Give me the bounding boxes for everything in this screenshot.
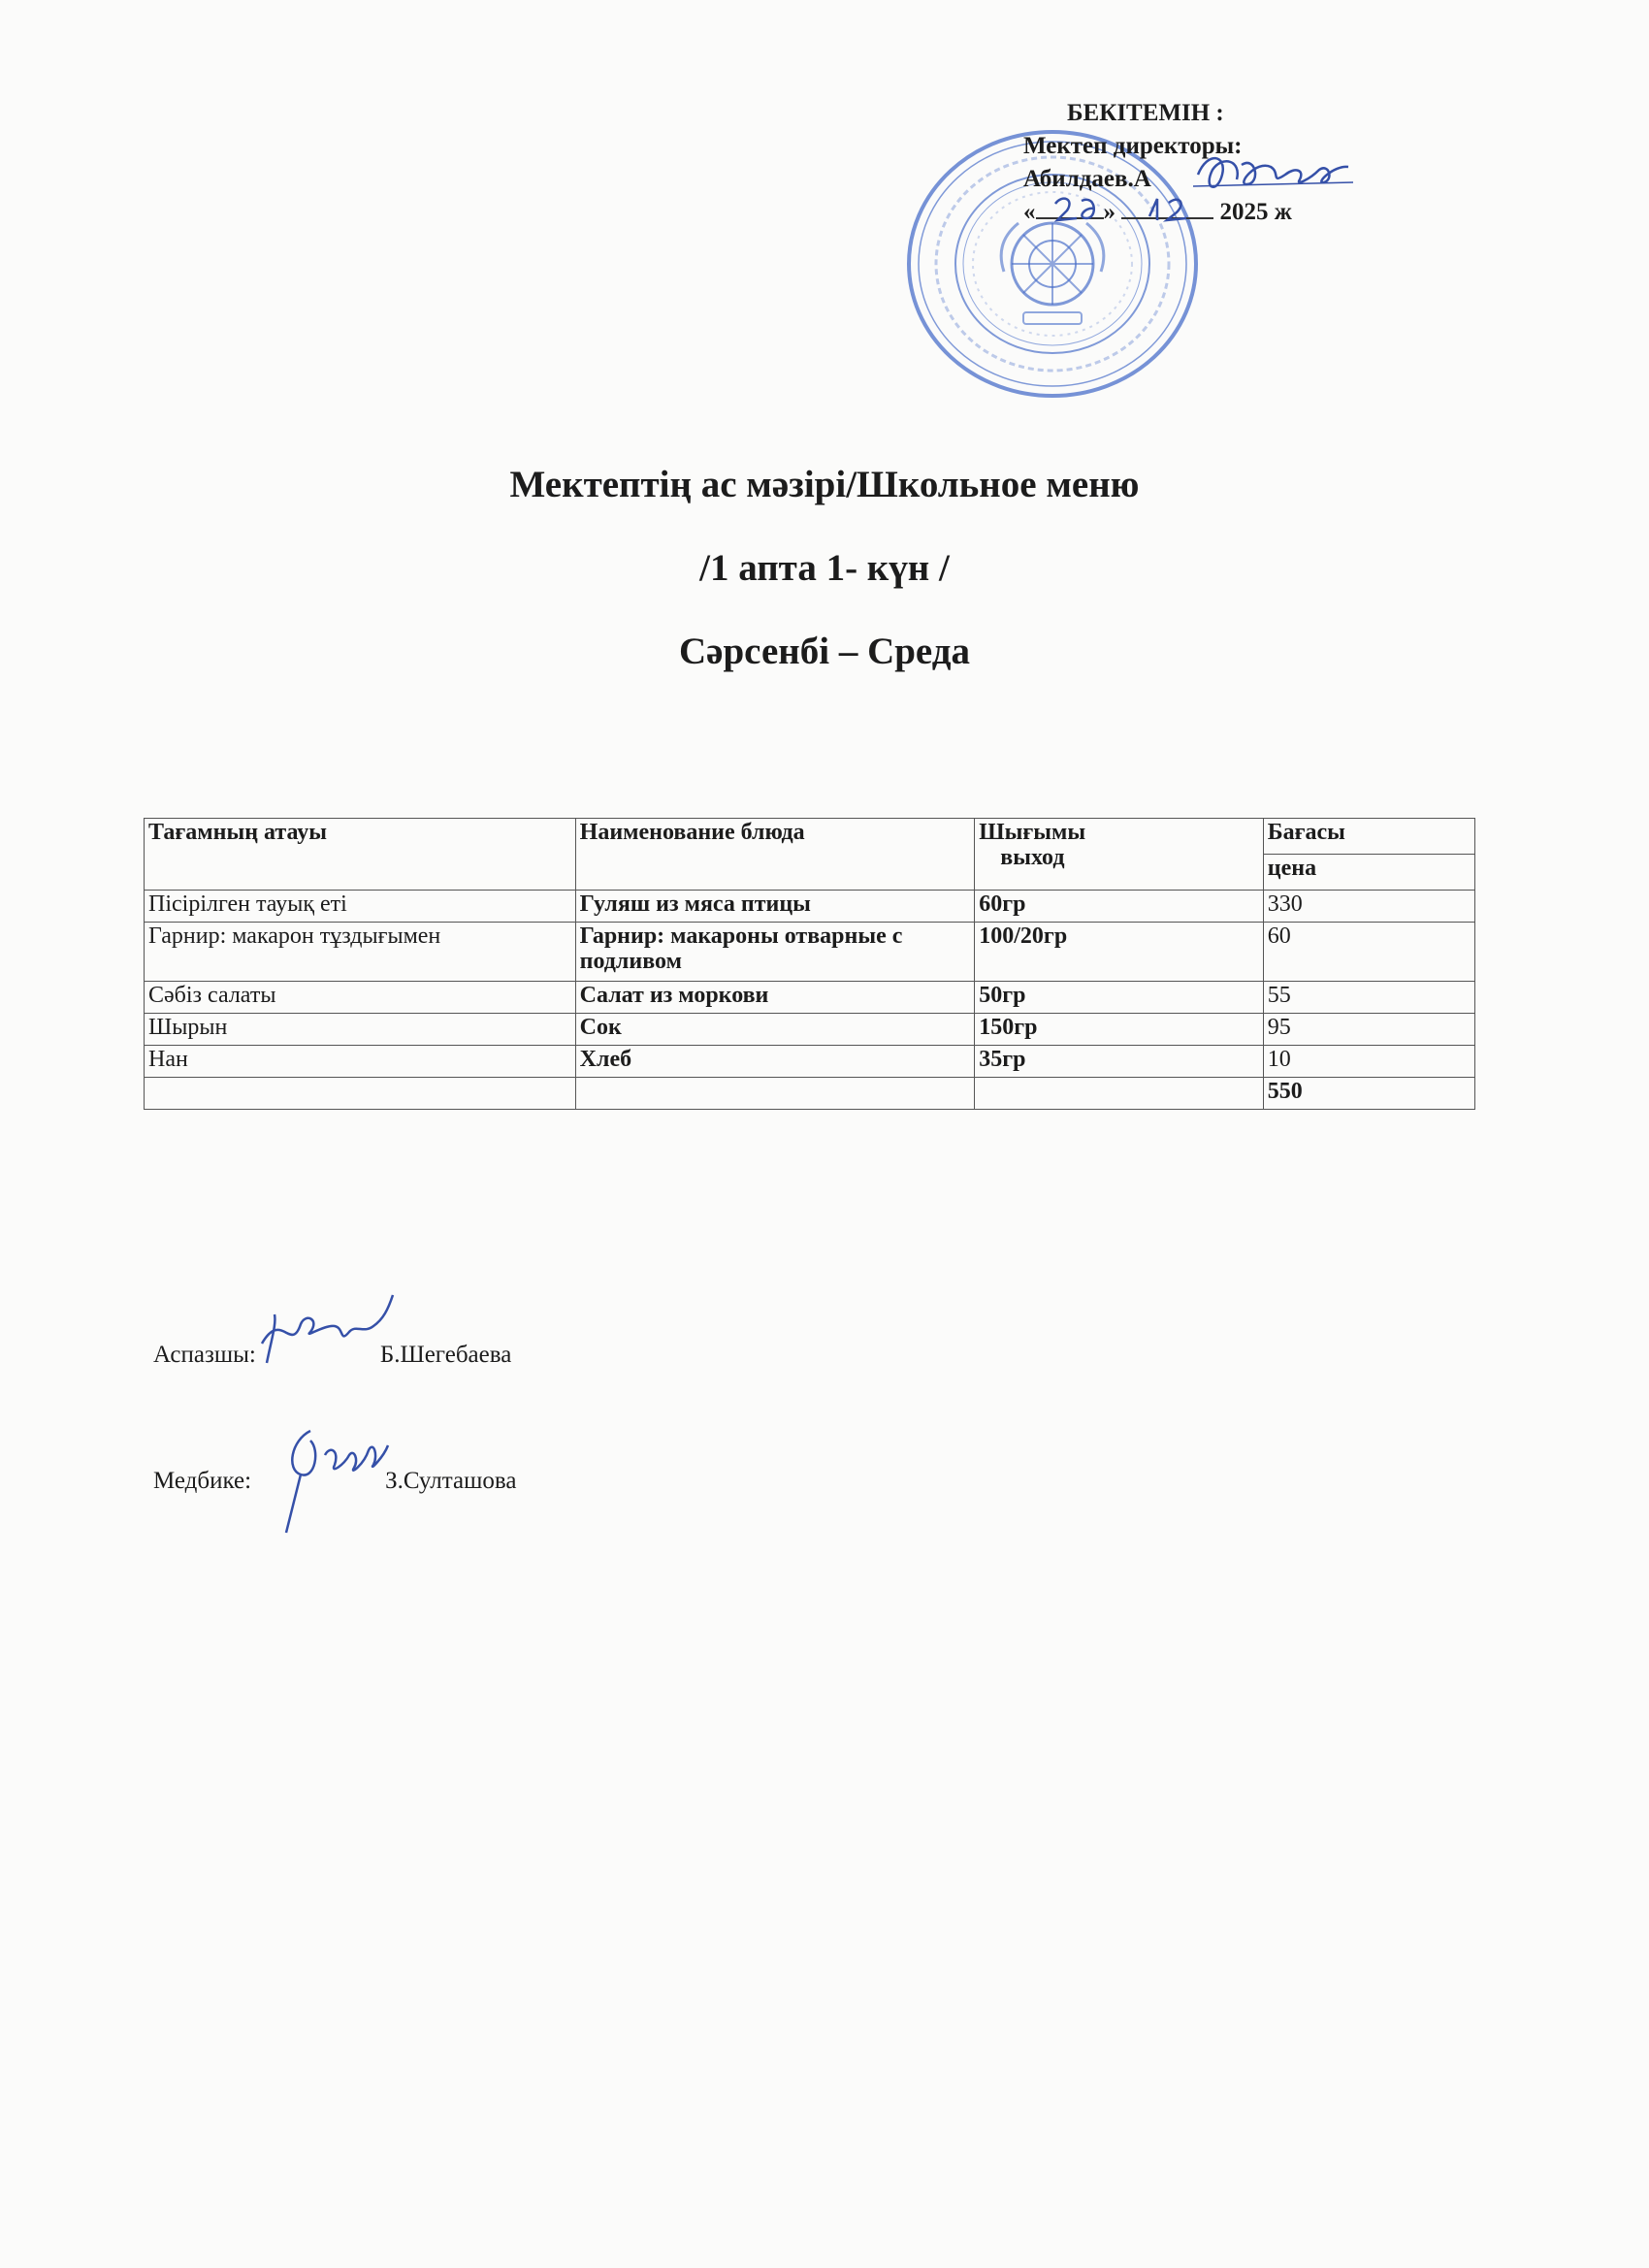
weekday-name: Сәрсенбі – Среда xyxy=(679,631,970,672)
header-name-kk: Тағамның атауы xyxy=(145,819,576,891)
dish-yield: 50гр xyxy=(975,982,1264,1014)
dish-yield: 60гр xyxy=(975,891,1264,923)
approval-year: 2025 ж xyxy=(1219,199,1292,225)
table-total-row xyxy=(145,1078,1475,1110)
dish-price: 55 xyxy=(1263,982,1474,1014)
empty-cell xyxy=(975,1078,1264,1110)
menu-title: Мектептің ас мәзірі/Школьное меню xyxy=(509,464,1140,505)
total-price: 550 xyxy=(1263,1078,1474,1110)
handwritten-day xyxy=(1048,189,1106,228)
empty-cell xyxy=(575,1078,975,1110)
dish-yield: 100/20гр xyxy=(975,923,1264,982)
dish-price: 60 xyxy=(1263,923,1474,982)
header-price-ru: цена xyxy=(1263,855,1474,891)
nurse-signature xyxy=(272,1411,398,1538)
director-signature xyxy=(1188,146,1358,204)
dish-name-kk: Нан xyxy=(145,1046,576,1078)
dish-name-kk: Сәбіз салаты xyxy=(145,982,576,1014)
handwritten-month xyxy=(1140,189,1198,228)
dish-name-ru: Хлеб xyxy=(575,1046,975,1078)
dish-name-ru: Сок xyxy=(575,1014,975,1046)
header-yield-kk: Шығымы xyxy=(979,820,1086,845)
cook-label: Аспазшы: xyxy=(153,1342,256,1368)
dish-yield: 150гр xyxy=(975,1014,1264,1046)
header-name-ru: Наименование блюда xyxy=(575,819,975,891)
date-close-quote: » xyxy=(1103,199,1116,225)
table-header-row xyxy=(145,819,1475,855)
document-titles xyxy=(0,456,1649,706)
dish-name-kk: Гарнир: макарон тұздығымен xyxy=(145,923,576,982)
dish-price: 10 xyxy=(1263,1046,1474,1078)
dish-name-kk: Пісірілген тауық еті xyxy=(145,891,576,923)
dish-price: 330 xyxy=(1263,891,1474,923)
nurse-name: З.Султашова xyxy=(385,1468,517,1494)
dish-name-ru: Салат из моркови xyxy=(575,982,975,1014)
header-yield xyxy=(975,819,1264,891)
table-row xyxy=(145,1014,1475,1046)
nurse-label: Медбике: xyxy=(153,1468,252,1494)
table-row xyxy=(145,891,1475,923)
dish-name-ru: Гарнир: макароны отварные с подливом xyxy=(575,923,975,982)
approval-name: Абилдаев.А xyxy=(1023,166,1151,192)
empty-cell xyxy=(145,1078,576,1110)
dish-price: 95 xyxy=(1263,1014,1474,1046)
cook-signature xyxy=(247,1285,403,1373)
table-row xyxy=(145,923,1475,982)
table-row xyxy=(145,1046,1475,1078)
table-row xyxy=(145,982,1475,1014)
approval-title: БЕКІТЕМІН : xyxy=(1067,100,1224,126)
date-open-quote: « xyxy=(1023,199,1036,225)
week-day-title: /1 апта 1- күн / xyxy=(699,547,950,589)
dish-name-kk: Шырын xyxy=(145,1014,576,1046)
header-price-kk: Бағасы xyxy=(1263,819,1474,855)
dish-name-ru: Гуляш из мяса птицы xyxy=(575,891,975,923)
cook-name: Б.Шегебаева xyxy=(379,1342,512,1368)
approval-position: Мектеп директоры: xyxy=(1023,133,1243,159)
header-yield-ru: выход xyxy=(1000,845,1065,870)
menu-table xyxy=(144,818,1475,1110)
dish-yield: 35гр xyxy=(975,1046,1264,1078)
